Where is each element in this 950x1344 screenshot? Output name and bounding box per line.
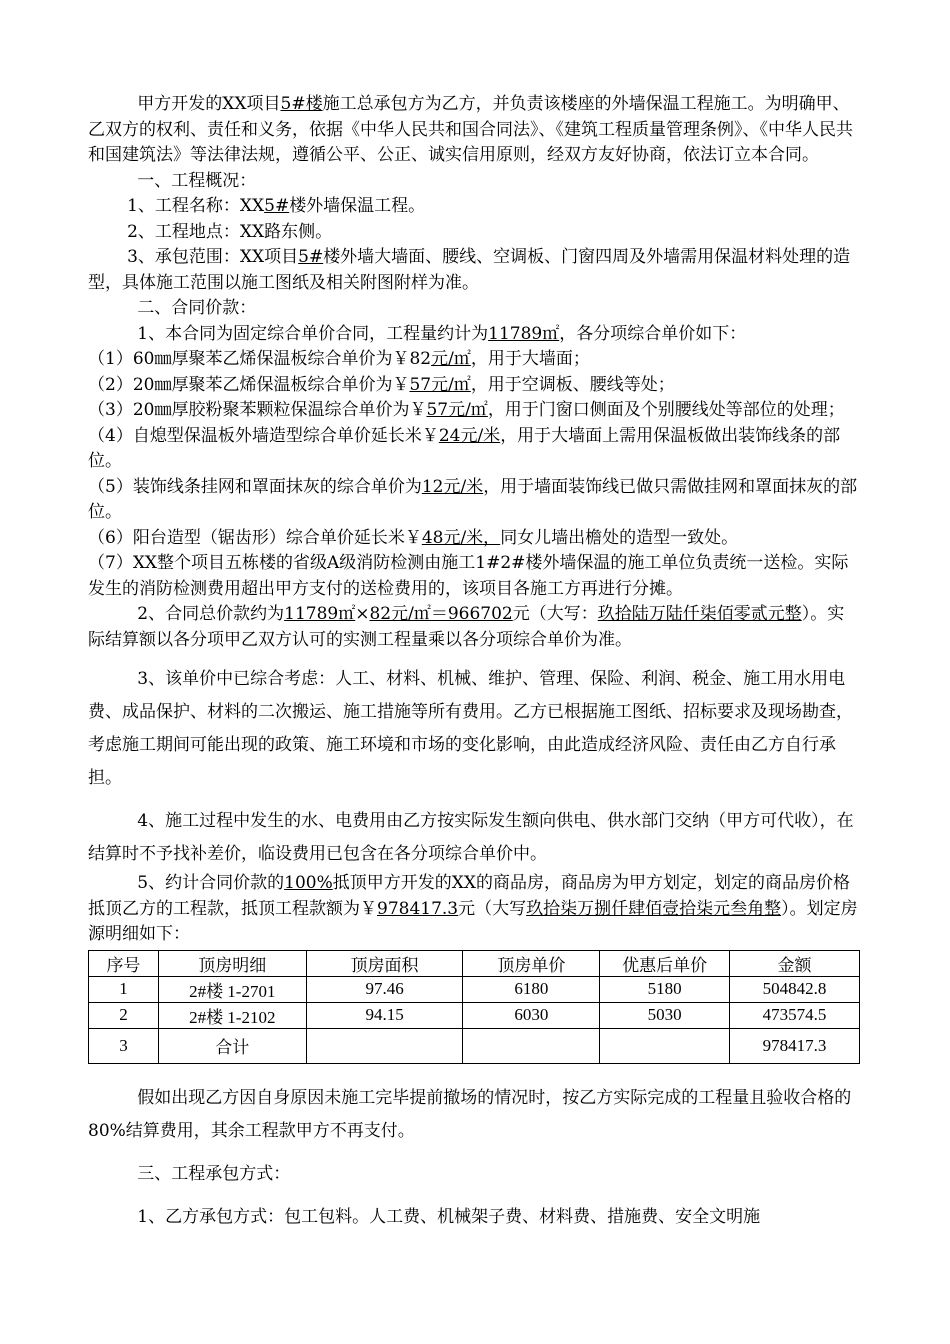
document-page	[88, 92, 860, 1234]
section-3-heading: 三、工程承包方式：	[137, 1163, 291, 1184]
total-quantity: 11789㎡	[284, 604, 356, 624]
item-text: ，用于门窗口侧面及个别腰线处等部位的处理；	[487, 400, 845, 420]
table-cell	[306, 1028, 463, 1063]
table-cell: 6180	[463, 976, 600, 1002]
multiply-sign: ×	[355, 604, 370, 624]
offset-amount: 978417.3	[377, 898, 459, 919]
clause-text: 5、约计合同价款的	[137, 873, 285, 893]
item-text: ，用于墙面装饰线已做只需做挂网和罩面抹灰的部位。	[88, 476, 858, 522]
offset-amount-uppercase: 玖拾柒万捌仟肆佰壹拾柒元叁角整	[526, 898, 782, 919]
project-site-line: 2、工程地点：XX路东侧。	[127, 221, 333, 242]
clause-2-4: 4、施工过程中发生的水、电费用由乙方按实际发生额向供电、供水部门交纳（甲方可代收），在结算时不予找补差价，临设费用已包含在各分项综合单价中。	[88, 811, 854, 864]
table-cell: 合计	[158, 1028, 306, 1063]
item-price: 57元/㎡	[409, 374, 471, 395]
scope-building: 5#	[298, 247, 324, 267]
item-price: 12元/米	[421, 476, 484, 497]
early-exit-paragraph: 假如出现乙方因自身原因未施工完毕提前撤场的情况时，按乙方实际完成的工程量且验收合格的80%结算费用，其余工程款甲方不再支付。	[88, 1087, 852, 1141]
intro-paragraph	[88, 92, 860, 169]
clause-2-5	[88, 871, 860, 948]
item-text: ，用于大墙面；	[470, 349, 590, 369]
building-number: 5#楼	[280, 94, 323, 114]
quantity-value: 11789㎡	[488, 323, 560, 344]
item-text: （6）阳台造型（锯齿形）综合单价延长米￥	[88, 527, 422, 548]
table-cell: 473574.5	[730, 1002, 860, 1028]
item-text: 同女儿墙出檐处的造型一致处。	[500, 527, 739, 548]
item-text: （2）20㎜厚聚苯乙烯保温板综合单价为￥	[88, 374, 410, 395]
item-text: （4）自熄型保温板外墙造型综合单价延长米￥	[88, 425, 439, 446]
intro-text-rest: 施工总承包方为乙方，并负责该楼座的外墙保温工程施工。为明确甲、乙双方的权利、责任和义务，依据《中华人民共和国合同法》、《建筑工程质量管理条例》、《中华人民共和国建筑法》等法律法规，遵循公平、公正、诚实信用原则，经双方友好协商，依法订立本合同。	[88, 94, 853, 165]
table-cell: 2	[89, 1002, 159, 1028]
table-cell	[463, 1028, 600, 1063]
clause-3-1: 1、乙方承包方式：包工包料。人工费、机械架子费、材料费、措施费、安全文明施	[137, 1206, 761, 1227]
item-text: （5）装饰线条挂网和罩面抹灰的综合单价为	[88, 476, 422, 497]
table-header-cell: 顶房明细	[158, 950, 306, 976]
table-row	[89, 1002, 860, 1028]
item-price: 24元/米	[438, 425, 501, 446]
table-cell: 97.46	[306, 976, 463, 1002]
scope-text: 楼外墙大墙面、腰线、空调板、门窗四周及外墙需用保温材料处理的造型，具体施工范围以施工图纸及相关附图附样为准。	[88, 247, 851, 293]
project-name-label: 1、工程名称：XX	[127, 196, 265, 216]
item-text: ，用于空调板、腰线等处；	[470, 374, 675, 395]
price-item-6	[88, 526, 860, 552]
table-cell: 3	[89, 1028, 159, 1063]
item-price: 48元/米，	[421, 527, 501, 548]
price-item-5	[88, 475, 860, 526]
clause-2-3: 3、该单价中已综合考虑：人工、材料、机械、维护、管理、保险、利润、税金、施工用水用电费、成品保护、材料的二次搬运、施工措施等所有费用。乙方已根据施工图纸、招标要求及现场勘查，考虑施工期间可能出现的政策、施工环境和市场的变化影响，由此造成经济风险、责任由乙方自行承担。	[88, 669, 853, 788]
table-header-cell: 顶房面积	[306, 950, 463, 976]
clause-2-2	[88, 602, 860, 653]
clause-text: ）。划定房源明细如下：	[88, 898, 858, 944]
item-text: （1）60㎜厚聚苯乙烯保温板综合单价为￥82	[88, 349, 432, 369]
item-price: 57元/㎡	[426, 400, 488, 420]
table-cell: 1	[89, 976, 159, 1002]
table-header-cell: 金额	[730, 950, 860, 976]
price-item-1	[88, 347, 860, 373]
total-price: 82元/㎡＝966702	[369, 604, 513, 624]
price-item-3	[88, 398, 860, 424]
scope-label: 3、承包范围：XX项目	[127, 247, 299, 267]
project-name-rest: 楼外墙保温工程。	[289, 196, 426, 216]
total-price-uppercase: 玖拾陆万陆仟柒佰零贰元整	[597, 604, 802, 624]
item-text: （3）20㎜厚胶粉聚苯颗粒保温综合单价为￥	[88, 400, 427, 420]
item-unit: 元/㎡	[431, 349, 471, 369]
table-cell: 5180	[600, 976, 730, 1002]
table-header-row	[89, 950, 860, 976]
clause-text: 元（大写：	[512, 604, 598, 624]
item-text: ，用于大墙面上需用保温板做出装饰线条的部位。	[88, 425, 841, 471]
table-header-cell: 优惠后单价	[600, 950, 730, 976]
table-cell: 5030	[600, 1002, 730, 1028]
table-cell: 94.15	[306, 1002, 463, 1028]
intro-text: 甲方开发的XX项目	[137, 94, 281, 114]
table-total-row	[89, 1028, 860, 1063]
table-cell	[600, 1028, 730, 1063]
table-header-cell: 顶房单价	[463, 950, 600, 976]
section-1-heading: 一、工程概况：	[137, 170, 257, 191]
section-2-heading: 二、合同价款：	[137, 298, 257, 318]
table-cell: 2#楼 1-2701	[158, 976, 306, 1002]
table-cell: 6030	[463, 1002, 600, 1028]
clause-2-1	[88, 322, 860, 348]
clause-text: ）。实际结算额以各分项甲乙双方认可的实测工程量乘以各分项综合单价为准。	[88, 604, 845, 650]
clause-text: ，各分项综合单价如下：	[559, 323, 747, 344]
table-cell: 504842.8	[730, 976, 860, 1002]
table-cell: 2#楼 1-2102	[158, 1002, 306, 1028]
scope-paragraph	[88, 245, 860, 296]
price-item-2	[88, 373, 860, 399]
project-name-line	[88, 194, 860, 220]
percent-value: 100%	[284, 873, 333, 893]
project-name-building: 5#	[264, 196, 290, 216]
price-item-7: （7）XX整个项目五栋楼的省级A级消防检测由施工1#2#楼外墙保温的施工单位负责统一送检。实际发生的消防检测费用超出甲方支付的送检费用的，该项目各施工方再进行分摊。	[88, 553, 849, 599]
clause-text: 元（大写	[458, 898, 527, 919]
clause-text: 2、合同总价款约为	[137, 604, 285, 624]
clause-text: 1、本合同为固定综合单价合同，工程量约计为	[137, 323, 489, 344]
housing-offset-table	[88, 950, 860, 1064]
table-cell: 978417.3	[730, 1028, 860, 1063]
clause-text: 抵顶甲方开发的XX的商品房，商品房为甲方划定，划定的商品房价格抵顶乙方的工程款，抵顶工程款额为￥	[88, 873, 850, 919]
price-item-4	[88, 424, 860, 475]
table-row	[89, 976, 860, 1002]
table-header-cell: 序号	[89, 950, 159, 976]
